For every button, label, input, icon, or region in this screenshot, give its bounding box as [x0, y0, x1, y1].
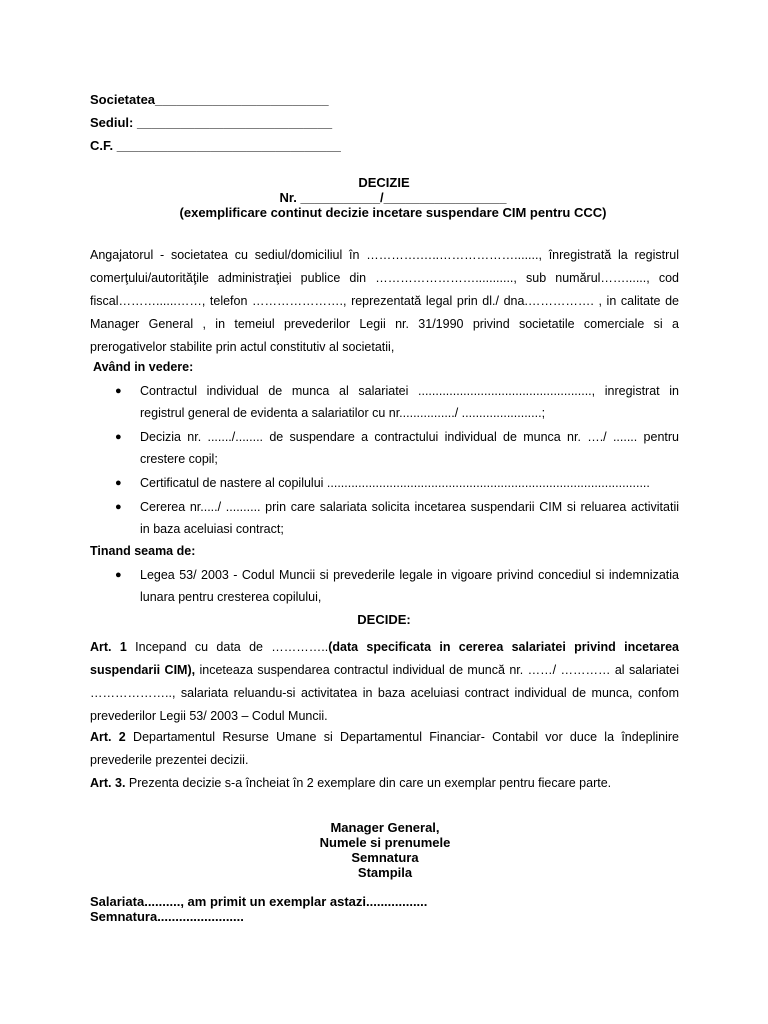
decision-number: Nr. ___________/_________________ [279, 190, 507, 205]
intro-line: prerogativelor stabilite prin actul constitutiv al societatii, [90, 340, 395, 354]
intro-line: fiscal………......……, telefon …………………., reprezentată legal prin dl./ dna.……………. , in calitate de [90, 294, 679, 308]
salariata-line: Salariata.........., am primit un exemplar astazi................. [90, 894, 428, 909]
document-title: DECIZIE [358, 175, 410, 190]
article-3: Art. 3. Prezenta decizie s-a încheiat în 2 exemplare din care un exemplar pentru fiecare parte. [90, 776, 612, 790]
tinand-heading: Tinand seama de: [90, 544, 196, 558]
sediul-line: Sediul: ___________________________ [90, 115, 333, 130]
avand-heading: Având in vedere: [93, 360, 194, 374]
signature-name: Numele si prenumele [319, 835, 451, 850]
intro-line: comerţului/autorităţile administraţiei publice din ……………………..........., sub numărul……......, cod [90, 271, 679, 285]
bullet-icon: ● [115, 431, 122, 443]
bullet-icon: ● [115, 477, 122, 489]
decide-heading: DECIDE: [357, 612, 411, 627]
bullet-icon: ● [115, 501, 122, 513]
signature-role: Manager General, [330, 820, 440, 835]
signature-sign: Semnatura [351, 850, 419, 865]
bullet-icon: ● [115, 385, 122, 397]
avand-item: Decizia nr. ......./........ de suspendare a contractului individual de munca nr. …./ ....... pentru crestere copil; [140, 430, 679, 466]
intro-line: Angajatorul - societatea cu sediul/domiciliul în ………….…..………………......., înregistrată la registrul [90, 248, 679, 262]
article-2: Art. 2 Departamentul Resurse Umane si Departamentul Financiar- Contabil vor duce la îndeplinire prevederile prezentei decizii. [90, 730, 679, 767]
avand-item: Certificatul de nastere al copilului ............................................................................................. [140, 476, 650, 490]
bullet-icon: ● [115, 569, 122, 581]
avand-item: Contractul individual de munca al salariatei .................................................., inregistrat in registrul general de evidenta a salariatilor cu nr................/ .......................; [140, 384, 679, 420]
semnatura-line: Semnatura........................ [90, 909, 244, 924]
societatea-line: Societatea________________________ [90, 92, 329, 107]
art3-label: Art. 3. [90, 776, 126, 790]
signature-stamp: Stampila [357, 865, 413, 880]
intro-paragraph [90, 244, 679, 359]
article-1: Art. 1 Incepand cu data de …………..(data specificata in cererea salariatei privind incetarea suspendarii CIM), inceteaza suspendarea contractul individual de muncă nr. ……/ ………… al salariatei ……………….., salariata reluandu-si activitatea in baza aceluiasi contract individual de munca, confom prevederilor Legii 53/ 2003 – Codul Muncii. [90, 640, 679, 723]
avand-item: Cererea nr...../ .......... prin care salariata solicita incetarea suspendarii CIM si reluarea activitatii in baza aceluiasi contract; [140, 500, 679, 536]
intro-line: Manager General , in temeiul prevederilor Legii nr. 31/1990 privind societatile comerciale si a [90, 317, 679, 331]
document-subtitle: (exemplificare continut decizie incetare suspendare CIM pentru CCC) [179, 205, 607, 220]
cf-line: C.F. _______________________________ [90, 138, 341, 153]
tinand-item: Legea 53/ 2003 - Codul Muncii si prevederile legale in vigoare privind concediul si indemnizatia lunara pentru cresterea copilului, [140, 568, 679, 604]
art1-label: Art. 1 [90, 640, 127, 654]
art2-label: Art. 2 [90, 730, 126, 744]
